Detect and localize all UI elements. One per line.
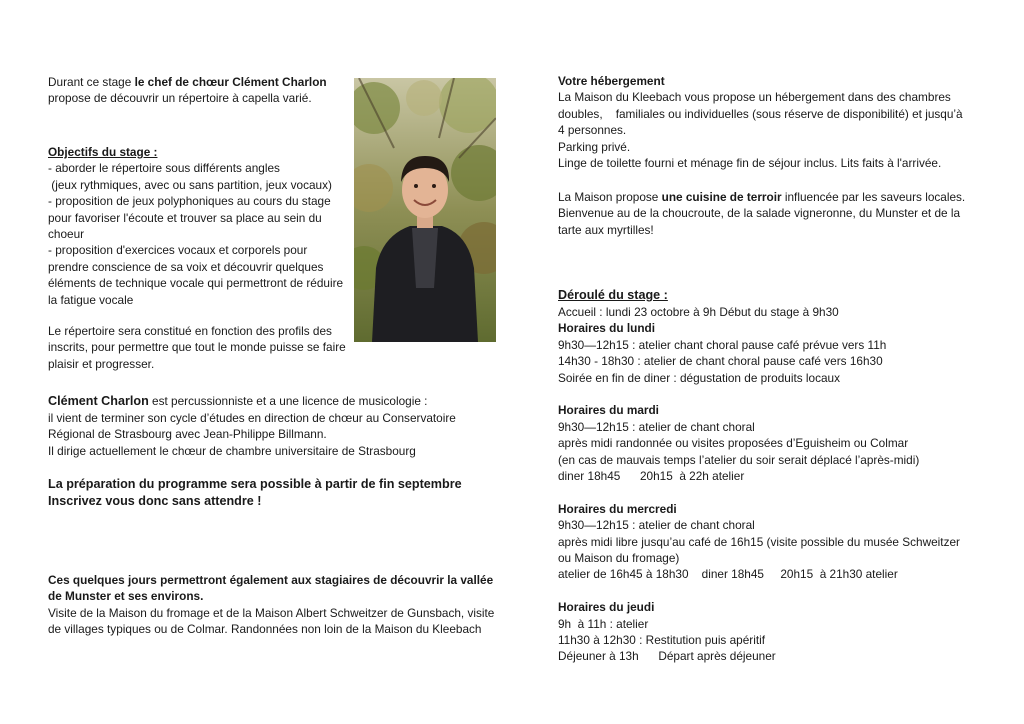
objective-item: - aborder le répertoire sous différents angles — [48, 161, 280, 176]
intro-paragraph — [48, 74, 348, 107]
bio-section — [48, 393, 488, 459]
schedule-line: 9h30—12h15 : atelier de chant choral — [558, 419, 755, 434]
bio-line: il vient de terminer son cycle d’études en direction de chœur au Conservatoire Régional de Strasbourg avec Jean-Philippe Billmann. — [48, 411, 456, 442]
cuisine-line: tarte aux myrtilles! — [558, 222, 654, 237]
environs-section — [48, 572, 498, 638]
schedule-line: 9h à 11h : atelier — [558, 616, 649, 631]
accommodation-line: 4 personnes. — [558, 123, 627, 138]
environs-text: Visite de la Maison du fromage et de la Maison Albert Schweitzer de Gunsbach, visite de villages typiques ou de Colmar. Randonnées non loin de la Maison du Kleebach — [48, 605, 495, 637]
bio-line: Il dirige actuellement le chœur de chambre universitaire de Strasbourg — [48, 443, 416, 458]
objective-item: - proposition d'exercices vocaux et corporels pour prendre conscience de sa voix et découvrir quelques éléments de technique vocale qui permettront de réduire la fatigue vocale — [48, 243, 344, 307]
bio-name: Clément Charlon — [48, 394, 149, 408]
intro-choir-leader: le chef de chœur Clément Charlon — [134, 75, 327, 89]
objectives-section — [48, 144, 350, 308]
schedule-heading: Déroulé du stage : — [558, 288, 668, 302]
repertoire-paragraph: Le répertoire sera constitué en fonction des profils des inscrits, pour permettre que tout le monde puisse se faire plaisir et progresser. — [48, 324, 346, 371]
cuisine-section — [558, 189, 998, 238]
objectives-heading: Objectifs du stage : — [48, 145, 158, 159]
schedule-day-tuesday: Horaires du mardi — [558, 403, 659, 418]
choir-leader-photo — [354, 78, 496, 342]
cuisine-line: Bienvenue au de la choucroute, de la salade vigneronne, du Munster et de la — [558, 206, 961, 221]
environs-heading: Ces quelques jours permettront également aux stagiaires de découvrir la vallée de Munster et ses environs. — [48, 573, 494, 604]
intro-text-end: propose de découvrir un répertoire à capella varié. — [48, 91, 312, 106]
accommodation-line: La Maison du Kleebach vous propose un hébergement dans des chambres — [558, 90, 951, 105]
schedule-line: Soirée en fin de diner : dégustation de produits locaux — [558, 370, 841, 385]
accommodation-line: Linge de toilette fourni et ménage fin de séjour inclus. Lits faits à l'arrivée. — [558, 156, 942, 171]
cuisine-text: influencée par les saveurs locales. — [781, 190, 966, 204]
schedule-day-thursday: Horaires du jeudi — [558, 600, 655, 615]
schedule-line: après midi randonnée ou visites proposées d’Eguisheim ou Colmar — [558, 436, 909, 451]
schedule-line: atelier de 16h45 à 18h30 diner 18h45 20h15 à 21h30 atelier — [558, 567, 898, 582]
schedule-line: 11h30 à 12h30 : Restitution puis apéritif — [558, 633, 766, 648]
cuisine-text: La Maison propose — [558, 190, 662, 204]
schedule-day-monday: Horaires du lundi — [558, 321, 656, 336]
objective-item: (jeux rythmiques, avec ou sans partition, jeux vocaux) — [48, 177, 332, 192]
schedule-welcome: Accueil : lundi 23 octobre à 9h Début du stage à 9h30 — [558, 305, 839, 319]
schedule-line: après midi libre jusqu’au café de 16h15 (visite possible du musée Schweitzer — [558, 534, 960, 549]
schedule-section — [558, 287, 998, 665]
schedule-line: Déjeuner à 13h Départ après déjeuner — [558, 649, 776, 664]
preparation-cta: Inscrivez vous donc sans attendre ! — [48, 494, 262, 508]
schedule-line: 9h30—12h15 : atelier chant choral pause café prévue vers 11h — [558, 337, 887, 352]
objective-item: - proposition de jeux polyphoniques au cours du stage pour favoriser l'écoute et trouver sa place au sein du choeur — [48, 194, 331, 242]
accommodation-line: doubles, familiales ou individuelles (sous réserve de disponibilité) et jusqu’à — [558, 106, 963, 121]
accommodation-heading: Votre hébergement — [558, 74, 665, 88]
bio-line: est percussionniste et a une licence de musicologie : — [148, 394, 428, 408]
schedule-line: ou Maison du fromage) — [558, 551, 680, 566]
schedule-line: (en cas de mauvais temps l’atelier du soir serait déplacé l’après-midi) — [558, 452, 920, 467]
cuisine-highlight: une cuisine de terroir — [661, 190, 782, 204]
schedule-line: 9h30—12h15 : atelier de chant choral — [558, 518, 755, 533]
schedule-day-wednesday: Horaires du mercredi — [558, 501, 677, 516]
preparation-notice — [48, 476, 488, 510]
schedule-line: diner 18h45 20h15 à 22h atelier — [558, 469, 745, 484]
portrait-illustration — [354, 78, 496, 342]
accommodation-section — [558, 73, 998, 171]
schedule-line: 14h30 - 18h30 : atelier de chant choral pause café vers 16h30 — [558, 354, 883, 369]
intro-text: Durant ce stage — [48, 75, 135, 89]
preparation-line: La préparation du programme sera possible à partir de fin septembre — [48, 477, 462, 491]
accommodation-line: Parking privé. — [558, 139, 631, 154]
